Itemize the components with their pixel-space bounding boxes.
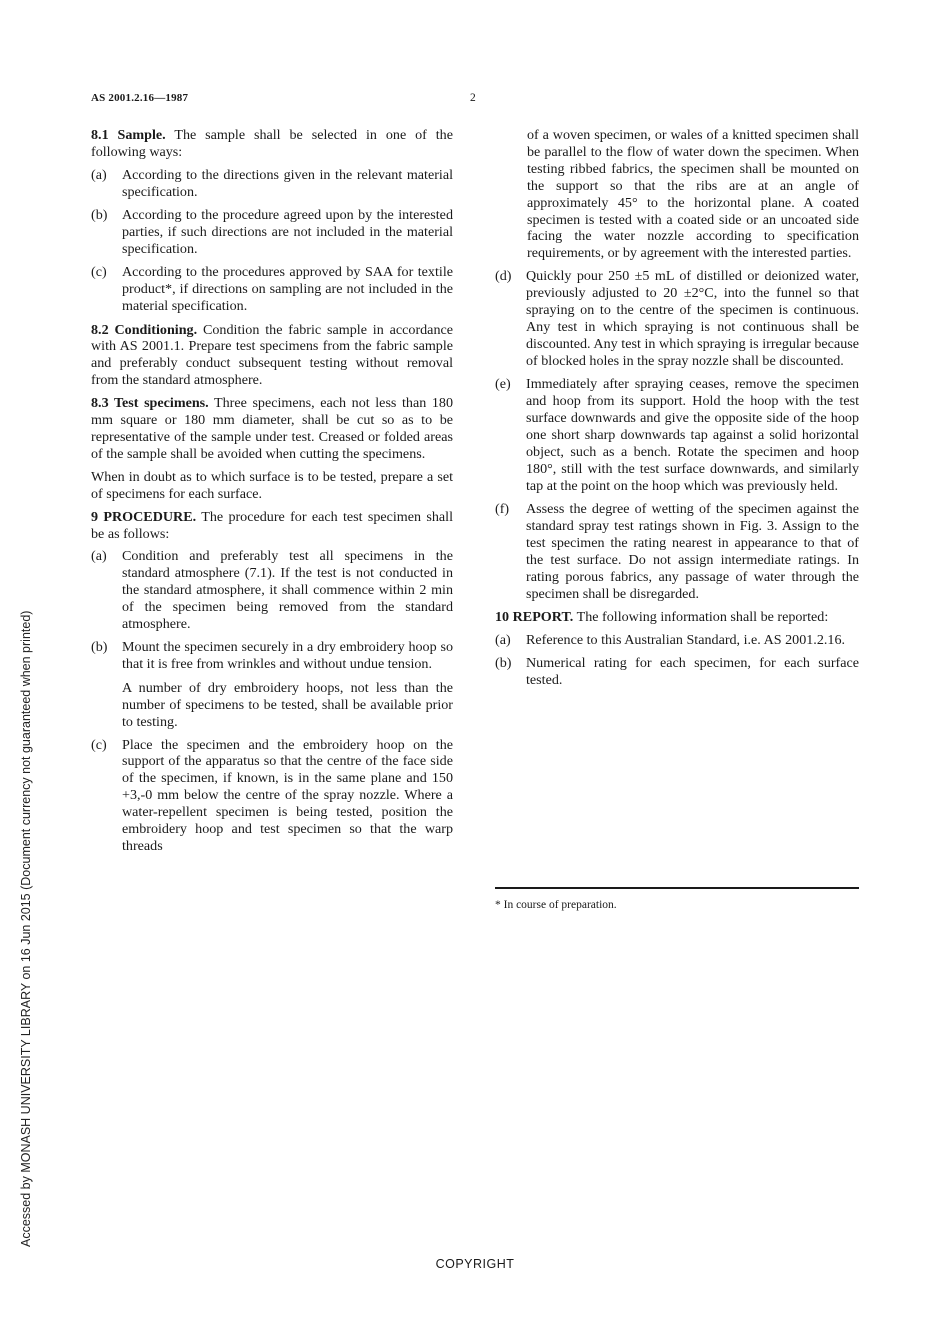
list-item-text: Assess the degree of wetting of the specimen against the standard spray test ratings shown in Fig. 3. Assign to the test specimen the rating nearest in appearance to that of the test surface. Do not assign intermediate ratings. In rating porous fabrics, any passage of water through the specimen shall be disregarded.: [526, 501, 859, 602]
list-item: [495, 501, 859, 602]
page-number: 2: [470, 92, 476, 104]
clause-8-3-para: When in doubt as to which surface is to be tested, prepare a set of specimens for each surface.: [91, 468, 453, 502]
list-item-text: Immediately after spraying ceases, remove the specimen and hoop from its support. Hold the hoop with the test surface downwards and give the opposite side of the hoop one short sharp downwards tap against a solid horizontal object, such as a bench. Rotate the specimen and hoop 180°, still with the test surface downwards, and similarly tap at the point on the hoop which was previously held.: [526, 376, 859, 494]
clause-9-heading: 9 PROCEDURE.: [91, 508, 197, 525]
list-marker: (c): [91, 264, 107, 281]
list-item-text: Place the specimen and the embroidery hoop on the support of the apparatus so that the centre of the face side of the specimen, if known, is in the same plane and 150 +3,-0 mm below the centre of the spray nozzle. Where a water-repellent specimen is being tested, position the embroidery hoop and test specimen so that the warp threads: [122, 736, 453, 854]
footnote-divider: [495, 887, 859, 889]
list-marker: (b): [495, 655, 512, 672]
list-item-text: According to the procedures approved by SAA for textile product*, if directions on sampling are not included in the material specification.: [122, 264, 453, 315]
clause-9: [91, 509, 453, 543]
list-marker: (b): [91, 207, 108, 224]
clause-8-1-text: The sample shall be selected in one of the following ways:: [91, 127, 453, 160]
list-item-text: Condition and preferably test all specimens in the standard atmosphere (7.1). If the test is not conducted in the standard atmosphere, it shall commence within 2 min of the specimen being removed from the standard atmosphere.: [122, 548, 453, 633]
clause-8-2-text: Condition the fabric sample in accordance with AS 2001.1. Prepare test specimens from the fabric sample and preferably conduct subsequent testing without removal from the standard atmosphere.: [91, 321, 453, 389]
list-marker: (b): [91, 639, 108, 656]
list-marker: (a): [91, 166, 107, 183]
clause-8-1-heading: 8.1 Sample.: [91, 127, 166, 143]
list-item: [495, 655, 859, 689]
right-column: [495, 127, 859, 696]
list-marker: (a): [91, 548, 107, 565]
list-item-text: Mount the specimen securely in a dry embroidery hoop so that it is free from wrinkles and without undue tension.: [122, 639, 453, 673]
list-item-text: Numerical rating for each specimen, for each surface tested.: [526, 655, 859, 689]
list-item: [91, 548, 453, 633]
list-marker: (d): [495, 268, 512, 285]
clause-8-1: [91, 127, 453, 161]
list-item-text: According to the procedure agreed upon by the interested parties, if such directions are not included in the material specification.: [122, 207, 453, 257]
clause-9-text: The procedure for each test specimen shall be as follows:: [91, 508, 454, 542]
copyright-notice: COPYRIGHT: [435, 1257, 515, 1271]
list-item-text: According to the directions given in the relevant material specification.: [122, 166, 453, 200]
list-item: [91, 207, 453, 258]
list-item: [495, 632, 859, 649]
list-item: [91, 264, 453, 315]
clause-10: [495, 609, 859, 626]
standard-designation: AS 2001.2.16—1987: [91, 92, 189, 104]
clause-8-2: [91, 322, 453, 390]
list-marker: (e): [495, 376, 511, 393]
list-item: [91, 167, 453, 201]
clause-8-3-heading: 8.3 Test specimens.: [91, 395, 209, 412]
list-item: [495, 376, 859, 494]
left-column: [91, 127, 453, 861]
clause-8-3-text: Three specimens, each not less than 180 mm square or 180 mm diameter, shall be cut so as to be representative of the sample under test. Creased or folded areas of the sample shall be avoided when cutting the specimens.: [91, 395, 453, 462]
list-item: [495, 268, 859, 369]
list-marker: (f): [495, 501, 510, 518]
clause-8-2-heading: 8.2 Conditioning.: [91, 321, 198, 338]
clause-8-3: [91, 395, 453, 463]
list-item: [91, 737, 453, 855]
list-marker: (a): [495, 631, 511, 648]
access-stamp: Accessed by MONASH UNIVERSITY LIBRARY on 16 Jun 2015 (Document currency not guaranteed when printed): [19, 610, 33, 1247]
clause-10-text: The following information shall be reported:: [573, 608, 829, 625]
list-marker: (c): [91, 736, 107, 753]
list-item-continuation: of a woven specimen, or wales of a knitted specimen shall be parallel to the flow of water down the specimen. When testing ribbed fabrics, the specimen shall be mounted on the support so that the ribs are at an angle of approximately 45° to the horizontal plane. A coated specimen is tested with a coated side or an uncoated side facing the water nozzle according to specification requirements, or by agreement with the interested parties.: [527, 127, 859, 262]
clause-10-heading: 10 REPORT.: [495, 608, 574, 625]
list-item-text: Quickly pour 250 ±5 mL of distilled or deionized water, previously adjusted to 20 ±2°C, into the funnel so that spraying on to the centre of the specimen is continuous. Any test in which spraying is not continuous shall be discounted. Any test in which spraying is irregular because of blocked holes in the spray nozzle shall be discounted.: [526, 268, 859, 369]
footnote: * In course of preparation.: [495, 899, 617, 911]
list-item-text: Reference to this Australian Standard, i.e. AS 2001.2.16.: [526, 631, 846, 648]
list-item-note: A number of dry embroidery hoops, not less than the number of specimens to be tested, shall be available prior to testing.: [122, 679, 453, 730]
list-item: [91, 639, 453, 673]
